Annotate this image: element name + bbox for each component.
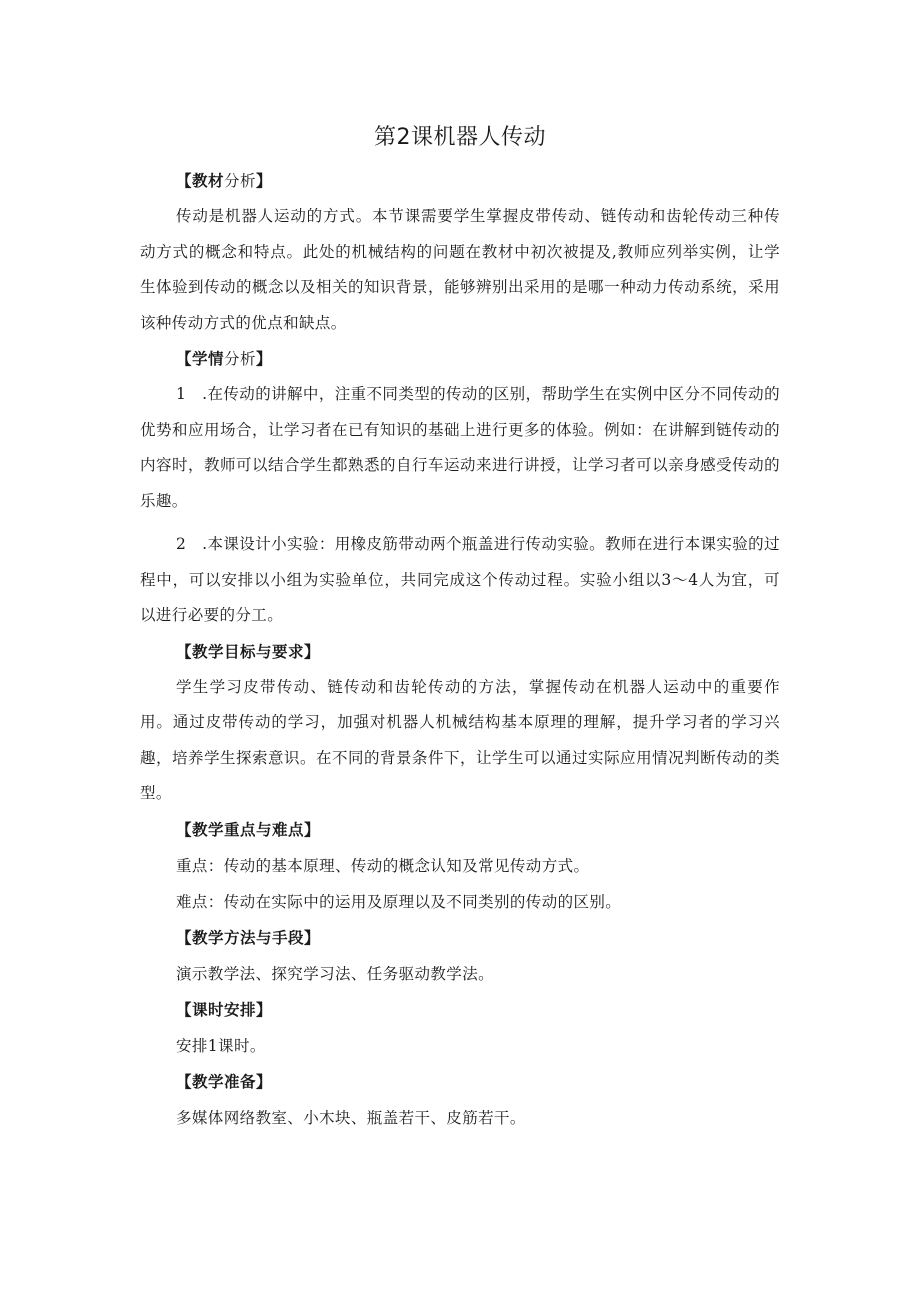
learner-item-1: 1 .在传动的讲解中，注重不同类型的传动的区别，帮助学生在实例中区分不同传动的优势和应用场合，让学习者在已有知识的基础上进行更多的体验。例如：在讲解到链传动的内容时，教师可以结合学生都熟悉的自行车运动来进行讲授，让学习者可以亲身感受传动的乐趣。 xyxy=(140,385,780,510)
goals-paragraph: 学生学习皮带传动、链传动和齿轮传动的方法，掌握传动在机器人运动中的重要作用。通过皮带传动的学习，加强对机器人机械结构基本原理的理解，提升学习者的学习兴趣，培养学生探索意识。在不同的背景条件下，让学生可以通过实际应用情况判断传动的类型。 xyxy=(140,677,780,802)
heading-bold-part: 【学情 xyxy=(176,350,225,368)
heading-close-bracket: 】 xyxy=(256,172,273,190)
section-heading-preparation xyxy=(140,1072,780,1092)
schedule-line: 安排1课时。 xyxy=(176,1036,266,1055)
difficulty-line: 难点：传动在实际中的运用及原理以及不同类别的传动的区别。 xyxy=(176,892,622,911)
document-page xyxy=(140,120,780,1144)
material-paragraph: 传动是机器人运动的方式。本节课需要学生掌握皮带传动、链传动和齿轮传动三种传动方式的概念和特点。此处的机械结构的问题在教材中初次被提及,教师应列举实例，让学生体验到传动的概念以及相关的知识背景，能够辨别出采用的是哪一种动力传动系统，采用该种传动方式的优点和缺点。 xyxy=(140,207,780,332)
page-title: 第2课机器人传动 xyxy=(374,125,546,150)
methods-line: 演示教学法、探究学习法、任务驱动教学法。 xyxy=(176,964,495,983)
heading-bold-part: 【教材 xyxy=(176,172,225,190)
section-heading-key-points xyxy=(140,820,780,840)
heading-text: 【教学重点与难点】 xyxy=(176,820,321,839)
heading-text: 【课时安排】 xyxy=(176,1000,273,1019)
heading-text: 【教学方法与手段】 xyxy=(176,928,321,947)
key-point-line: 重点：传动的基本原理、传动的概念认知及常见传动方式。 xyxy=(176,856,590,875)
section-heading-methods xyxy=(140,928,780,948)
learner-item-2: 2 .本课设计小实验：用橡皮筋带动两个瓶盖进行传动实验。教师在进行本课实验的过程中，可以安排以小组为实验单位，共同完成这个传动过程。实验小组以3～4人为宜，可以进行必要的分工。 xyxy=(140,535,780,624)
heading-plain-part: 分析 xyxy=(224,350,257,368)
preparation-line: 多媒体网络教室、小木块、瓶盖若干、皮筋若干。 xyxy=(176,1108,526,1127)
section-heading-material xyxy=(140,171,780,191)
section-heading-goals xyxy=(140,642,780,662)
heading-text: 【教学准备】 xyxy=(176,1072,273,1091)
heading-text: 【教学目标与要求】 xyxy=(176,642,321,661)
section-heading-schedule xyxy=(140,1000,780,1020)
heading-plain-part: 分析 xyxy=(224,172,257,190)
heading-close-bracket: 】 xyxy=(256,350,273,368)
section-heading-learner xyxy=(140,349,780,369)
